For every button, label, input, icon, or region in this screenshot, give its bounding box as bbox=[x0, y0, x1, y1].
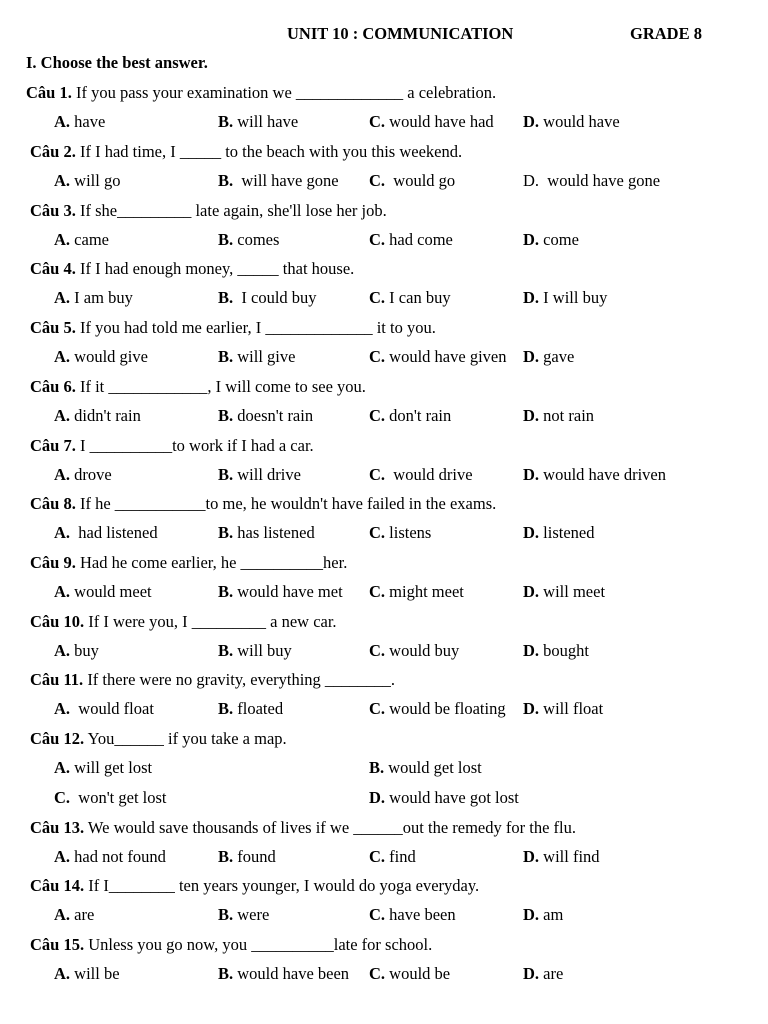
option-letter: B. bbox=[218, 847, 234, 866]
option-text: find bbox=[389, 847, 416, 866]
option-letter: D. bbox=[523, 347, 540, 366]
answer-option-c[interactable] bbox=[369, 964, 450, 984]
answer-option-d[interactable] bbox=[523, 406, 594, 426]
option-text: will meet bbox=[543, 582, 606, 601]
option-letter: C. bbox=[369, 347, 386, 366]
option-text: would have bbox=[543, 112, 620, 131]
option-letter: A. bbox=[54, 230, 71, 249]
option-letter: D. bbox=[523, 905, 540, 924]
answer-option-b[interactable] bbox=[218, 112, 298, 132]
option-letter: B. bbox=[369, 758, 385, 777]
question-9 bbox=[30, 553, 347, 573]
question-5 bbox=[30, 318, 436, 338]
option-letter: C. bbox=[369, 699, 386, 718]
option-text: would have had bbox=[389, 112, 494, 131]
option-text: are bbox=[74, 905, 95, 924]
option-text: come bbox=[543, 230, 579, 249]
answer-option-a[interactable] bbox=[54, 523, 158, 543]
option-text: would have gone bbox=[543, 171, 661, 190]
answer-option-c[interactable] bbox=[369, 288, 451, 308]
answer-option-b[interactable] bbox=[218, 523, 315, 543]
option-text: has listened bbox=[237, 523, 315, 542]
answer-option-a[interactable] bbox=[54, 171, 120, 191]
question-3 bbox=[30, 201, 387, 221]
answer-option-c[interactable] bbox=[369, 641, 459, 661]
answer-option-d[interactable] bbox=[523, 523, 595, 543]
answer-option-d[interactable] bbox=[523, 347, 574, 367]
answer-option-b[interactable] bbox=[218, 171, 339, 191]
answer-option-d[interactable] bbox=[523, 905, 563, 925]
answer-option-b[interactable] bbox=[218, 465, 301, 485]
worksheet-header bbox=[0, 24, 768, 46]
section-title: I. Choose the best answer. bbox=[26, 53, 208, 72]
option-text: would have got lost bbox=[389, 788, 519, 807]
option-letter: D. bbox=[523, 847, 540, 866]
grade-label: GRADE 8 bbox=[630, 24, 702, 43]
answer-option-b[interactable] bbox=[218, 847, 276, 867]
question-number: Câu 7. bbox=[30, 436, 76, 455]
option-letter: D. bbox=[523, 582, 540, 601]
question-number: Câu 1. bbox=[26, 83, 72, 102]
option-text: will have bbox=[237, 112, 299, 131]
question-13 bbox=[30, 818, 576, 838]
option-text: bought bbox=[543, 641, 590, 660]
question-text: If you pass your examination we _____________ a celebration. bbox=[75, 83, 497, 102]
option-letter: C. bbox=[369, 641, 386, 660]
answer-option-a[interactable] bbox=[54, 347, 148, 367]
option-letter: A. bbox=[54, 699, 71, 718]
option-text: will drive bbox=[237, 465, 301, 484]
option-letter: A. bbox=[54, 465, 71, 484]
question-number: Câu 8. bbox=[30, 494, 76, 513]
question-number: Câu 6. bbox=[30, 377, 76, 396]
option-text: would buy bbox=[389, 641, 460, 660]
question-6 bbox=[30, 377, 366, 397]
answer-option-a[interactable] bbox=[54, 582, 152, 602]
option-text: will float bbox=[543, 699, 604, 718]
answer-option-d[interactable] bbox=[523, 288, 607, 308]
question-text: You______ if you take a map. bbox=[87, 729, 287, 748]
option-text: will get lost bbox=[74, 758, 153, 777]
option-letter: A. bbox=[54, 171, 71, 190]
option-letter: C. bbox=[369, 847, 386, 866]
option-letter: D. bbox=[523, 699, 540, 718]
option-letter: B. bbox=[218, 347, 234, 366]
answer-option-a[interactable] bbox=[54, 699, 154, 719]
option-letter: B. bbox=[218, 905, 234, 924]
answer-option-c[interactable] bbox=[54, 788, 167, 808]
option-text: gave bbox=[543, 347, 575, 366]
question-text: I __________to work if I had a car. bbox=[79, 436, 314, 455]
option-text: had listened bbox=[74, 523, 158, 542]
option-text: would have been bbox=[237, 964, 350, 983]
question-number: Câu 12. bbox=[30, 729, 85, 748]
option-text: have been bbox=[389, 905, 456, 924]
option-text: would go bbox=[389, 171, 456, 190]
answer-option-a[interactable] bbox=[54, 758, 152, 778]
question-number: Câu 2. bbox=[30, 142, 76, 161]
option-letter: B. bbox=[218, 523, 234, 542]
answer-option-a[interactable] bbox=[54, 964, 120, 984]
answer-option-d[interactable] bbox=[523, 465, 666, 485]
answer-option-c[interactable] bbox=[369, 465, 473, 485]
option-letter: B. bbox=[218, 582, 234, 601]
option-letter: D. bbox=[523, 230, 540, 249]
question-number: Câu 15. bbox=[30, 935, 85, 954]
answer-option-c[interactable] bbox=[369, 171, 455, 191]
option-letter: C. bbox=[369, 465, 386, 484]
question-8 bbox=[30, 494, 496, 514]
option-text: will be bbox=[74, 964, 120, 983]
answer-option-a[interactable] bbox=[54, 230, 109, 250]
question-number: Câu 11. bbox=[30, 670, 84, 689]
option-letter: A. bbox=[54, 905, 71, 924]
option-text: drove bbox=[74, 465, 112, 484]
option-text: would float bbox=[74, 699, 154, 718]
option-text: will give bbox=[237, 347, 296, 366]
option-text: don't rain bbox=[389, 406, 452, 425]
answer-option-c[interactable] bbox=[369, 523, 431, 543]
answer-option-c[interactable] bbox=[369, 847, 416, 867]
option-letter: A. bbox=[54, 641, 71, 660]
option-text: will go bbox=[74, 171, 121, 190]
option-text: doesn't rain bbox=[237, 406, 314, 425]
question-11 bbox=[30, 670, 395, 690]
option-letter: A. bbox=[54, 523, 71, 542]
option-letter: B. bbox=[218, 288, 234, 307]
option-text: had come bbox=[389, 230, 453, 249]
answer-option-c[interactable] bbox=[369, 406, 451, 426]
option-letter: A. bbox=[54, 288, 71, 307]
option-letter: D. bbox=[523, 465, 540, 484]
option-text: would be floating bbox=[389, 699, 506, 718]
option-text: floated bbox=[237, 699, 284, 718]
option-text: I am buy bbox=[74, 288, 133, 307]
option-letter: C. bbox=[369, 523, 386, 542]
answer-option-a[interactable] bbox=[54, 641, 99, 661]
answer-option-d[interactable] bbox=[523, 171, 660, 191]
option-letter: D. bbox=[523, 112, 540, 131]
option-letter: A. bbox=[54, 112, 71, 131]
option-letter: A. bbox=[54, 847, 71, 866]
option-text: am bbox=[543, 905, 564, 924]
answer-option-b[interactable] bbox=[218, 699, 283, 719]
option-letter: B. bbox=[218, 406, 234, 425]
question-number: Câu 5. bbox=[30, 318, 76, 337]
question-text: If there were no gravity, everything ________. bbox=[87, 670, 396, 689]
option-letter: C. bbox=[369, 112, 386, 131]
answer-option-a[interactable] bbox=[54, 112, 105, 132]
option-letter: D. bbox=[523, 171, 540, 190]
question-text: If I had time, I _____ to the beach with you this weekend. bbox=[79, 142, 463, 161]
option-text: were bbox=[237, 905, 270, 924]
option-text: came bbox=[74, 230, 109, 249]
option-text: would be bbox=[389, 964, 451, 983]
option-text: have bbox=[74, 112, 106, 131]
answer-option-d[interactable] bbox=[523, 230, 579, 250]
question-15 bbox=[30, 935, 432, 955]
option-text: would have driven bbox=[543, 465, 666, 484]
unit-title: UNIT 10 : COMMUNICATION bbox=[287, 24, 514, 43]
option-letter: D. bbox=[523, 288, 540, 307]
question-4 bbox=[30, 259, 354, 279]
question-number: Câu 14. bbox=[30, 876, 85, 895]
option-text: not rain bbox=[543, 406, 595, 425]
answer-option-d[interactable] bbox=[523, 699, 603, 719]
answer-option-b[interactable] bbox=[218, 406, 313, 426]
question-text: If I________ ten years younger, I would do yoga everyday. bbox=[88, 876, 480, 895]
answer-option-c[interactable] bbox=[369, 582, 464, 602]
question-7 bbox=[30, 436, 314, 456]
question-text: If it ____________, I will come to see you. bbox=[79, 377, 366, 396]
option-text: will find bbox=[543, 847, 600, 866]
option-text: I could buy bbox=[237, 288, 317, 307]
question-text: If I were you, I _________ a new car. bbox=[88, 612, 337, 631]
answer-option-a[interactable] bbox=[54, 905, 94, 925]
answer-option-b[interactable] bbox=[369, 758, 482, 778]
question-number: Câu 9. bbox=[30, 553, 76, 572]
question-number: Câu 3. bbox=[30, 201, 76, 220]
option-letter: B. bbox=[218, 230, 234, 249]
answer-option-b[interactable] bbox=[218, 582, 343, 602]
answer-option-c[interactable] bbox=[369, 905, 456, 925]
answer-option-c[interactable] bbox=[369, 112, 494, 132]
question-text: Unless you go now, you __________late for school. bbox=[88, 935, 433, 954]
answer-option-d[interactable] bbox=[523, 582, 605, 602]
question-text: Had he come earlier, he __________her. bbox=[79, 553, 348, 572]
option-letter: A. bbox=[54, 582, 71, 601]
answer-option-b[interactable] bbox=[218, 288, 317, 308]
option-letter: B. bbox=[218, 465, 234, 484]
option-letter: B. bbox=[218, 641, 234, 660]
option-text: buy bbox=[74, 641, 99, 660]
option-text: listens bbox=[389, 523, 432, 542]
option-text: might meet bbox=[389, 582, 464, 601]
question-text: If she_________ late again, she'll lose her job. bbox=[79, 201, 387, 220]
question-12 bbox=[30, 729, 287, 749]
question-text: If you had told me earlier, I _____________ it to you. bbox=[79, 318, 436, 337]
option-text: would drive bbox=[389, 465, 473, 484]
option-letter: A. bbox=[54, 347, 71, 366]
question-1 bbox=[26, 83, 496, 103]
answer-option-d[interactable] bbox=[523, 641, 589, 661]
answer-option-d[interactable] bbox=[523, 964, 563, 984]
option-letter: A. bbox=[54, 406, 71, 425]
answer-option-d[interactable] bbox=[369, 788, 519, 808]
option-letter: C. bbox=[369, 230, 386, 249]
option-letter: C. bbox=[369, 964, 386, 983]
answer-option-b[interactable] bbox=[218, 230, 279, 250]
option-text: would have given bbox=[389, 347, 507, 366]
question-text: If I had enough money, _____ that house. bbox=[79, 259, 355, 278]
answer-option-c[interactable] bbox=[369, 230, 453, 250]
option-text: I can buy bbox=[389, 288, 451, 307]
option-letter: A. bbox=[54, 964, 71, 983]
option-text: won't get lost bbox=[74, 788, 167, 807]
option-letter: C. bbox=[369, 406, 386, 425]
option-letter: D. bbox=[523, 523, 540, 542]
option-text: listened bbox=[543, 523, 595, 542]
option-letter: B. bbox=[218, 112, 234, 131]
option-text: will buy bbox=[237, 641, 292, 660]
option-letter: D. bbox=[523, 964, 540, 983]
option-text: didn't rain bbox=[74, 406, 141, 425]
question-2 bbox=[30, 142, 462, 162]
question-number: Câu 10. bbox=[30, 612, 85, 631]
option-letter: D. bbox=[523, 641, 540, 660]
option-text: had not found bbox=[74, 847, 166, 866]
question-10 bbox=[30, 612, 337, 632]
question-number: Câu 13. bbox=[30, 818, 85, 837]
option-text: comes bbox=[237, 230, 280, 249]
option-letter: D. bbox=[523, 406, 540, 425]
option-letter: C. bbox=[54, 788, 71, 807]
option-letter: C. bbox=[369, 288, 386, 307]
question-text: If he ___________to me, he wouldn't have failed in the exams. bbox=[79, 494, 497, 513]
answer-option-b[interactable] bbox=[218, 347, 295, 367]
question-text: We would save thousands of lives if we ______out the remedy for the flu. bbox=[87, 818, 576, 837]
answer-option-a[interactable] bbox=[54, 847, 166, 867]
option-letter: B. bbox=[218, 171, 234, 190]
question-14 bbox=[30, 876, 479, 896]
option-letter: B. bbox=[218, 964, 234, 983]
answer-option-d[interactable] bbox=[523, 847, 600, 867]
option-text: are bbox=[543, 964, 564, 983]
option-text: would meet bbox=[74, 582, 152, 601]
option-letter: C. bbox=[369, 582, 386, 601]
option-letter: B. bbox=[218, 699, 234, 718]
option-text: would have met bbox=[237, 582, 343, 601]
answer-option-b[interactable] bbox=[218, 964, 349, 984]
answer-option-b[interactable] bbox=[218, 641, 292, 661]
answer-option-c[interactable] bbox=[369, 699, 506, 719]
option-letter: D. bbox=[369, 788, 386, 807]
answer-option-a[interactable] bbox=[54, 465, 112, 485]
answer-option-a[interactable] bbox=[54, 406, 141, 426]
option-text: I will buy bbox=[543, 288, 608, 307]
answer-option-c[interactable] bbox=[369, 347, 506, 367]
option-text: would give bbox=[74, 347, 148, 366]
option-text: will have gone bbox=[237, 171, 339, 190]
option-text: would get lost bbox=[388, 758, 482, 777]
question-number: Câu 4. bbox=[30, 259, 76, 278]
answer-option-b[interactable] bbox=[218, 905, 269, 925]
option-letter: A. bbox=[54, 758, 71, 777]
option-text: found bbox=[237, 847, 276, 866]
option-letter: C. bbox=[369, 171, 386, 190]
answer-option-d[interactable] bbox=[523, 112, 620, 132]
answer-option-a[interactable] bbox=[54, 288, 133, 308]
option-letter: C. bbox=[369, 905, 386, 924]
